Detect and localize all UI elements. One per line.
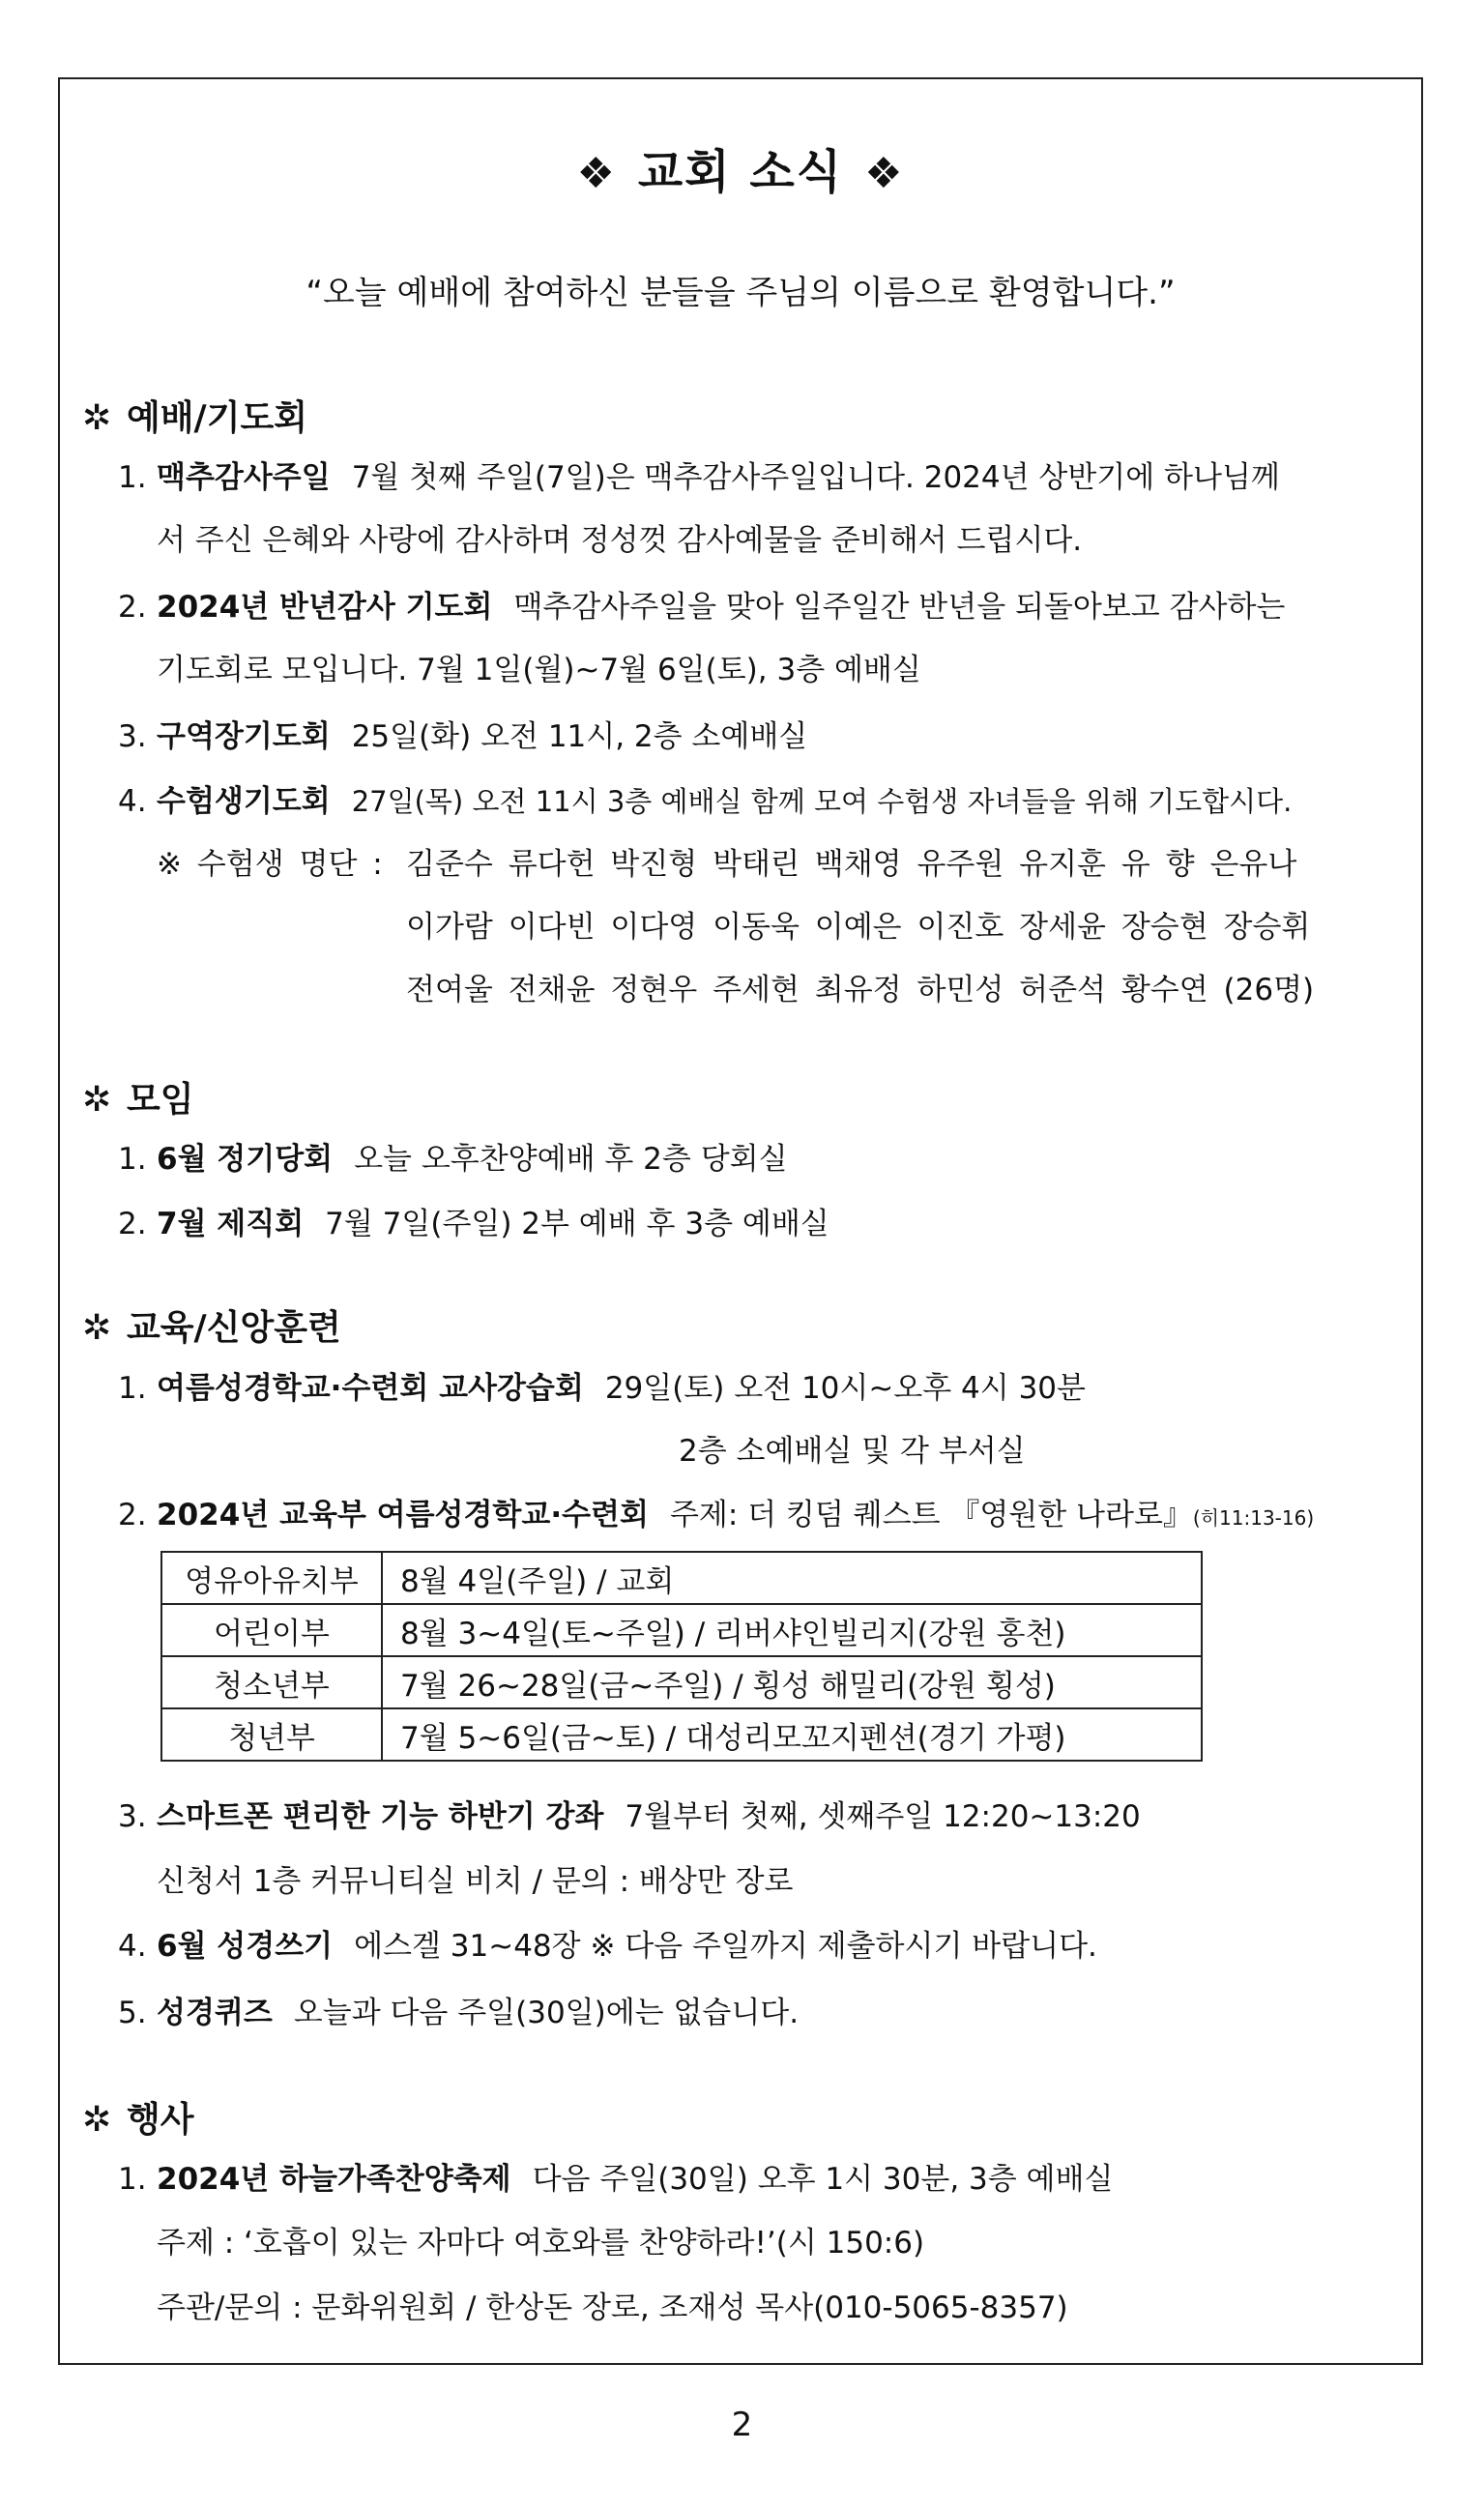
section-heading-meeting bbox=[82, 1072, 194, 1122]
list-item bbox=[118, 1798, 1141, 1835]
item-text: 25일(화) 오전 11시, 2층 소예배실 bbox=[351, 719, 808, 754]
info-cell: 8월 3~4일(토~주일) / 리버샤인빌리지(강원 홍천) bbox=[382, 1604, 1202, 1656]
list-item bbox=[118, 1141, 788, 1178]
item-number: 1. bbox=[118, 2162, 147, 2197]
item-text: 오늘 오후찬양예배 후 2층 당회실 bbox=[354, 1142, 788, 1177]
camp-schedule-table bbox=[160, 1551, 1203, 1762]
item-label: 여름성경학교·수련회 교사강습회 bbox=[157, 1371, 584, 1406]
dept-cell: 청소년부 bbox=[161, 1656, 382, 1708]
item-text: 에스겔 31~48장 ※ 다음 주일까지 제출하시기 바랍니다. bbox=[354, 1929, 1097, 1964]
item-number: 4. bbox=[118, 784, 147, 819]
item-continuation: 신청서 1층 커뮤니티실 비치 / 문의 : 배상만 장로 bbox=[157, 1864, 794, 1899]
event-theme: 주제 : ‘호흡이 있는 자마다 여호와를 찬양하라!’(시 150:6) bbox=[157, 2226, 925, 2261]
dept-cell: 청년부 bbox=[161, 1708, 382, 1761]
item-text: 주제: 더 킹덤 퀘스트 『영원한 나라로』 bbox=[669, 1498, 1193, 1532]
bulletin-frame bbox=[58, 77, 1423, 2365]
list-item bbox=[118, 783, 1292, 820]
item-label: 2024년 교육부 여름성경학교·수련회 bbox=[157, 1498, 649, 1532]
section-title: 모임 bbox=[127, 1080, 194, 1120]
info-cell: 8월 4일(주일) / 교회 bbox=[382, 1552, 1202, 1604]
diamond-ornament-icon: ❖ bbox=[576, 149, 617, 198]
item-text: 7월 7일(주일) 2부 예배 후 3층 예배실 bbox=[325, 1207, 829, 1241]
item-number: 3. bbox=[118, 719, 147, 754]
list-item bbox=[118, 459, 1280, 496]
title-text: 교회 소식 bbox=[637, 145, 844, 199]
list-item bbox=[118, 1206, 829, 1242]
item-label: 7월 제직회 bbox=[157, 1207, 305, 1241]
item-number: 3. bbox=[118, 1799, 147, 1834]
item-label: 2024년 반년감사 기도회 bbox=[157, 590, 493, 625]
page-title bbox=[60, 134, 1421, 201]
item-number: 2. bbox=[118, 1498, 147, 1532]
item-text: 맥추감사주일을 맞아 일주일간 반년을 되돌아보고 감사하는 bbox=[513, 590, 1286, 625]
students-names-line: 전여울 전채윤 정현우 주세현 최유정 하민성 허준석 황수연 (26명) bbox=[406, 973, 1315, 1007]
section-star-icon: ✲ bbox=[82, 398, 112, 438]
section-title: 교육/신앙훈련 bbox=[127, 1308, 341, 1348]
bible-reference: (히11:13-16) bbox=[1192, 1506, 1315, 1530]
list-item bbox=[118, 718, 807, 755]
list-item bbox=[118, 2161, 1113, 2198]
table-row bbox=[161, 1552, 1202, 1604]
welcome-message: “오늘 예배에 참여하신 분들을 주님의 이름으로 환영합니다.” bbox=[306, 274, 1176, 312]
table-row bbox=[161, 1656, 1202, 1708]
section-title: 행사 bbox=[127, 2100, 194, 2140]
item-number: 1. bbox=[118, 1142, 147, 1177]
item-text: 7월 첫째 주일(7일)은 맥추감사주일입니다. 2024년 상반기에 하나님께 bbox=[351, 460, 1280, 495]
dept-cell: 어린이부 bbox=[161, 1604, 382, 1656]
item-number: 1. bbox=[118, 460, 147, 495]
item-label: 6월 성경쓰기 bbox=[157, 1929, 334, 1964]
section-heading-worship bbox=[82, 391, 307, 440]
section-star-icon: ✲ bbox=[82, 1080, 112, 1120]
table-row bbox=[161, 1604, 1202, 1656]
item-continuation: 기도회로 모입니다. 7월 1일(월)~7월 6일(토), 3층 예배실 bbox=[157, 653, 921, 687]
item-continuation: 서 주신 은혜와 사랑에 감사하며 정성껏 감사예물을 준비해서 드립시다. bbox=[157, 523, 1083, 558]
table-row bbox=[161, 1708, 1202, 1761]
list-item bbox=[118, 1928, 1097, 1965]
item-number: 5. bbox=[118, 1996, 147, 2030]
students-names-line: 김준수 류다헌 박진형 박태린 백채영 유주원 유지훈 유 향 은유나 bbox=[406, 847, 1297, 882]
item-label: 성경퀴즈 bbox=[157, 1996, 273, 2030]
list-item bbox=[118, 1370, 1086, 1407]
item-text: 29일(토) 오전 10시~오후 4시 30분 bbox=[604, 1371, 1086, 1406]
list-item bbox=[118, 589, 1285, 626]
list-item bbox=[118, 1497, 1314, 1536]
item-text: 오늘과 다음 주일(30일)에는 없습니다. bbox=[293, 1996, 800, 2030]
event-contact: 주관/문의 : 문화위원회 / 한상돈 장로, 조재성 목사(010-5065-8357) bbox=[157, 2290, 1068, 2325]
item-label: 6월 정기당회 bbox=[157, 1142, 334, 1177]
list-item bbox=[118, 1995, 799, 2031]
section-heading-events bbox=[82, 2092, 194, 2142]
info-cell: 7월 26~28일(금~주일) / 횡성 해밀리(강원 횡성) bbox=[382, 1656, 1202, 1708]
item-text: 7월부터 첫째, 셋째주일 12:20~13:20 bbox=[625, 1799, 1141, 1834]
section-star-icon: ✲ bbox=[82, 2100, 112, 2140]
item-text: 다음 주일(30일) 오후 1시 30분, 3층 예배실 bbox=[532, 2162, 1114, 2197]
item-label: 구역장기도회 bbox=[157, 719, 331, 754]
item-text: 27일(목) 오전 11시 3층 예배실 함께 모여 수험생 자녀들을 위해 기도합시다. bbox=[351, 785, 1293, 818]
page-number: 2 bbox=[731, 2406, 753, 2444]
section-star-icon: ✲ bbox=[82, 1308, 112, 1348]
students-names-line: 이가람 이다빈 이다영 이동욱 이예은 이진호 장세윤 장승현 장승휘 bbox=[406, 910, 1311, 945]
item-label: 수험생기도회 bbox=[157, 784, 331, 819]
item-label: 2024년 하늘가족찬양축제 bbox=[157, 2162, 511, 2197]
students-label: ※ 수험생 명단 : bbox=[157, 847, 383, 882]
section-title: 예배/기도회 bbox=[127, 398, 308, 438]
item-label: 맥추감사주일 bbox=[157, 460, 331, 495]
dept-cell: 영유아유치부 bbox=[161, 1552, 382, 1604]
info-cell: 7월 5~6일(금~토) / 대성리모꼬지펜션(경기 가평) bbox=[382, 1708, 1202, 1761]
item-number: 2. bbox=[118, 590, 147, 625]
item-number: 4. bbox=[118, 1929, 147, 1964]
item-continuation: 2층 소예배실 및 각 부서실 bbox=[679, 1434, 1026, 1469]
item-label: 스마트폰 편리한 기능 하반기 강좌 bbox=[157, 1799, 604, 1834]
section-heading-education bbox=[82, 1300, 341, 1350]
diamond-ornament-icon: ❖ bbox=[864, 149, 905, 198]
item-number: 1. bbox=[118, 1371, 147, 1406]
item-number: 2. bbox=[118, 1207, 147, 1241]
